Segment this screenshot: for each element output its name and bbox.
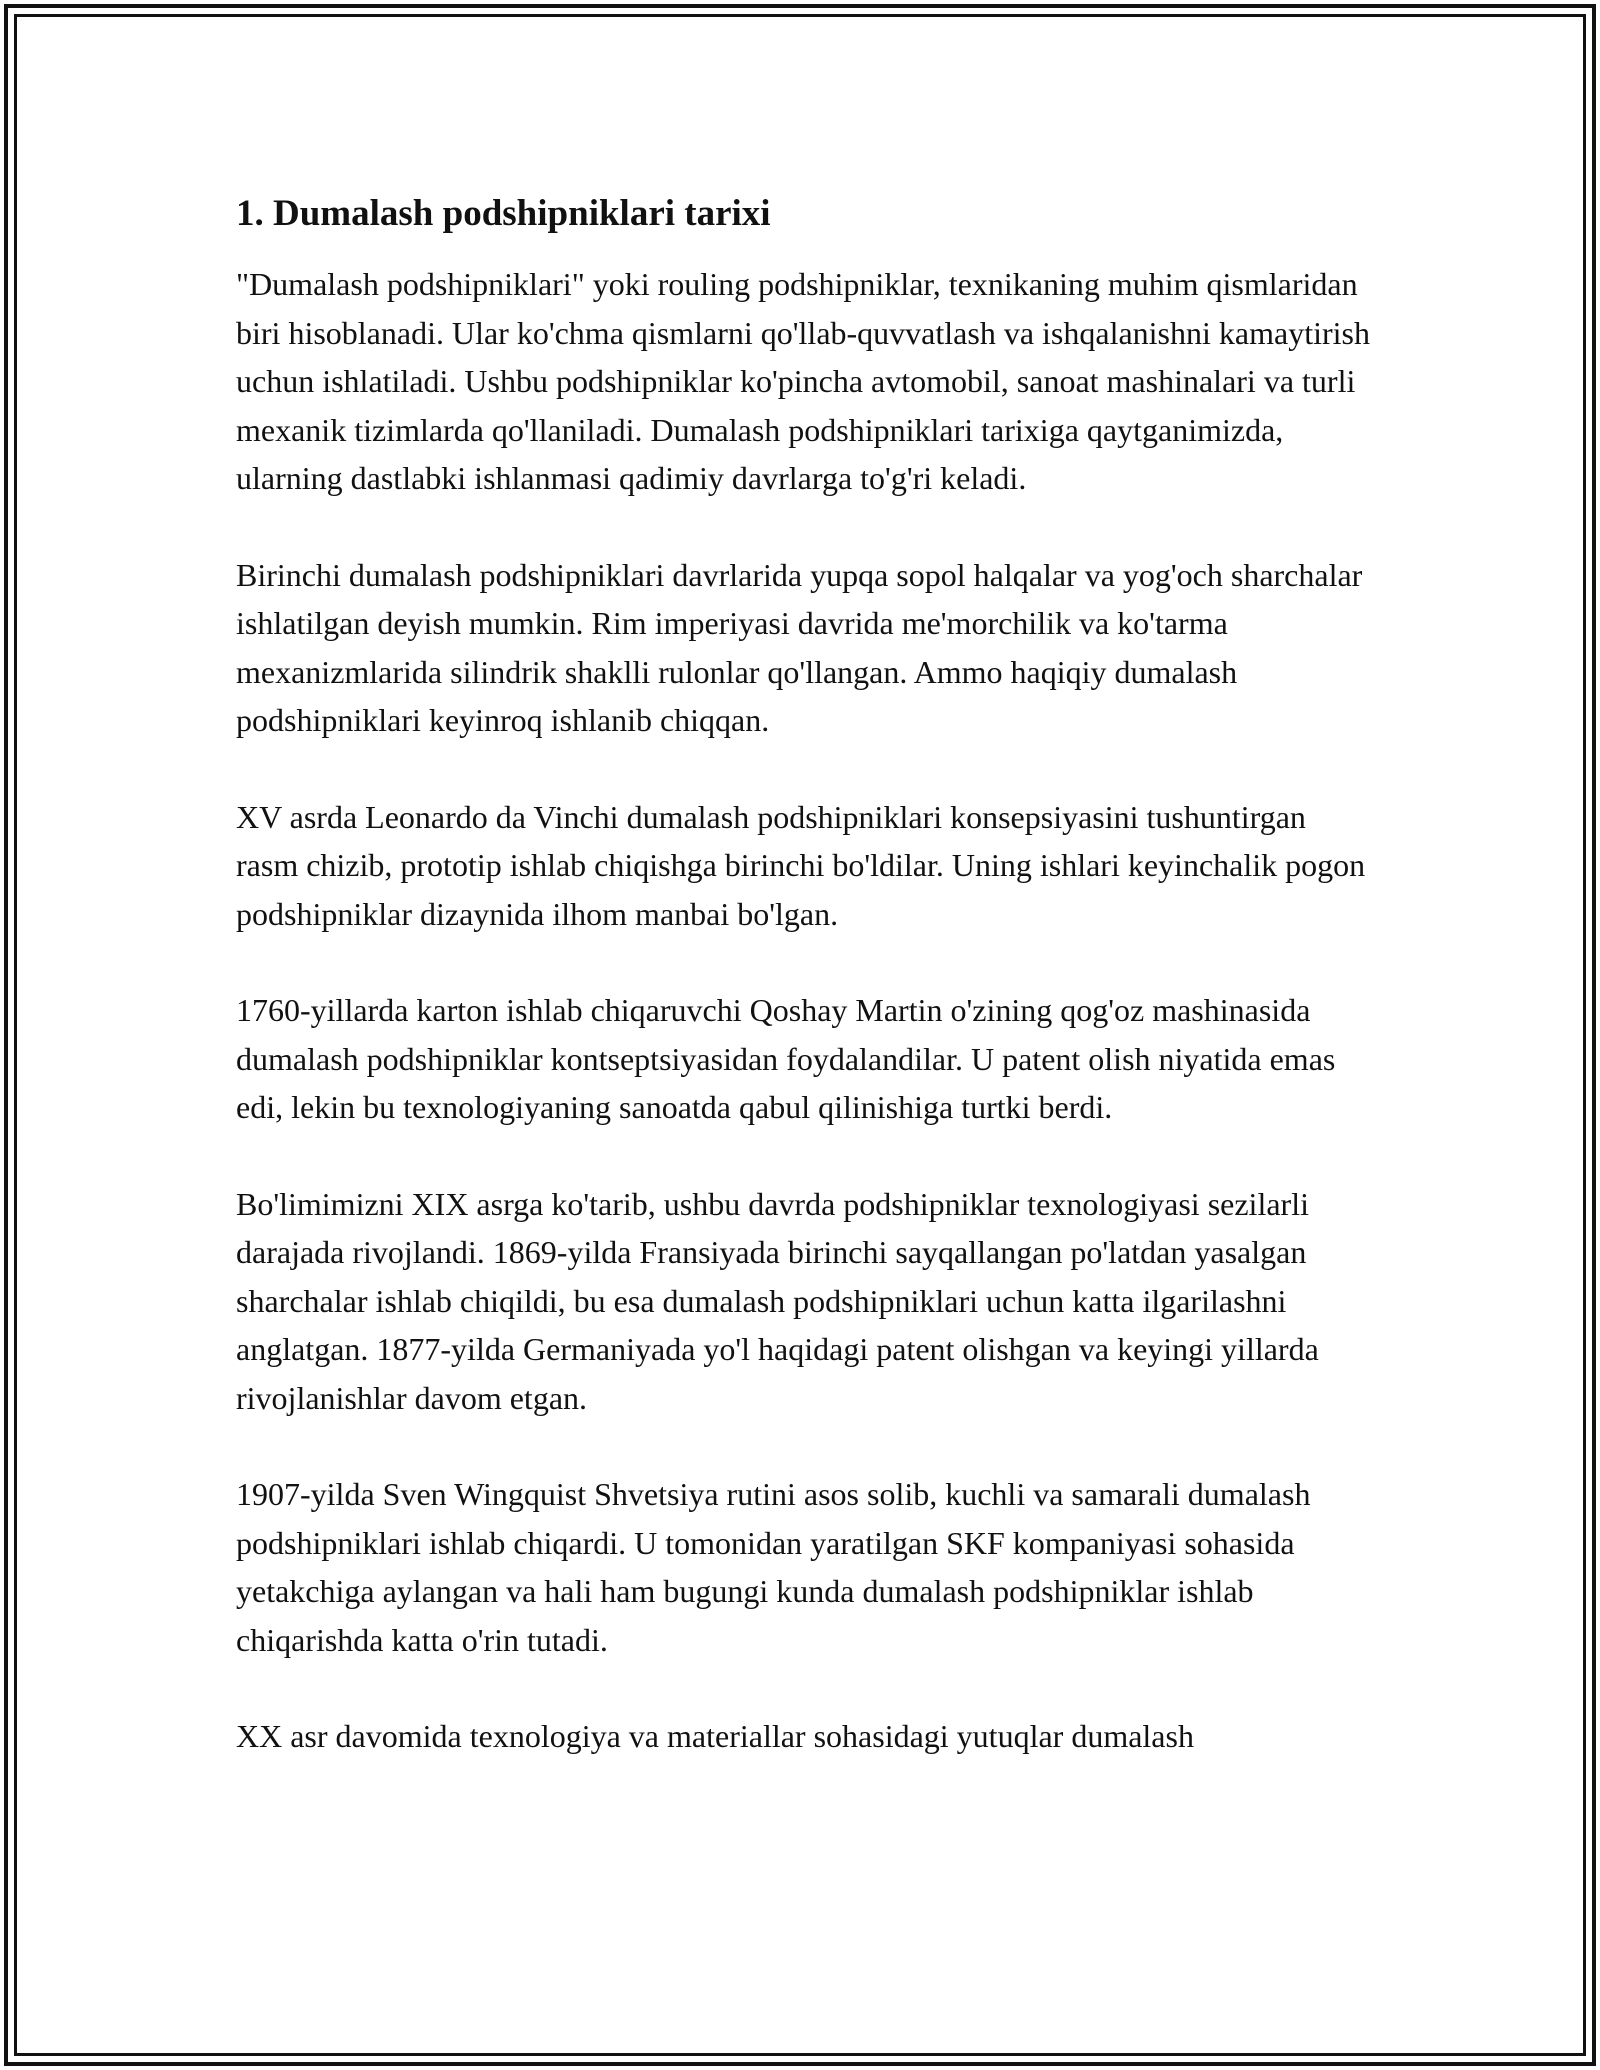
paragraph-6: 1907-yilda Sven Wingquist Shvetsiya rutini asos solib, kuchli va samarali dumalash podshipniklari ishlab chiqardi. U tomonidan yaratilgan SKF kompaniyasi sohasida yetakchiga aylangan va hali ham bugungi kunda dumalash podshipniklar ishlab chiqarishda katta o'rin tutadi. [236,1476,1311,1658]
paragraph-5: Bo'limimizni XIX asrga ko'tarib, ushbu davrda podshipniklar texnologiyasi sezilarli darajada rivojlandi. 1869-yilda Fransiyada birinchi sayqallangan po'latdan yasalgan sharchalar ishlab chiqildi, bu esa dumalash podshipniklari uchun katta ilgarilashni anglatgan. 1877-yilda Germaniyada yo'l haqidagi patent olishgan va keyingi yillarda rivojlanishlar davom etgan. [236,1185,1319,1416]
paragraph-7: XX asr davomida texnologiya va materiallar sohasidagi yutuqlar dumalash [236,1718,1194,1754]
section-heading: 1. Dumalash podshipniklari tarixi [236,193,771,234]
paragraph-1: "Dumalash podshipniklari" yoki rouling podshipniklar, texnikaning muhim qismlaridan biri hisoblanadi. Ular ko'chma qismlarni qo'llab-quvvatlash va ishqalanishni kamaytirish uchun ishlatiladi. Ushbu podshipniklar ko'pincha avtomobil, sanoat mashinalari va turli mexanik tizimlarda qo'llaniladi. Dumalash podshipniklari tarixiga qaytganimizda, ularning dastlabki ishlanmasi qadimiy davrlarga to'g'ri keladi. [236,266,1370,496]
paragraph-4: 1760-yillarda karton ishlab chiqaruvchi Qoshay Martin o'zining qog'oz mashinasida dumalash podshipniklar kontseptsiyasidan foydalandilar. U patent olish niyatida emas edi, lekin bu texnologiyaning sanoatda qabul qilinishiga turtki berdi. [236,992,1336,1125]
paragraph-3: XV asrda Leonardo da Vinchi dumalash podshipniklari konsepsiyasini tushuntirgan rasm chizib, prototip ishlab chiqishga birinchi bo'ldilar. Uning ishlari keyinchalik pogon podshipniklar dizaynida ilhom manbai bo'lgan. [236,798,1366,932]
paragraph-2: Birinchi dumalash podshipniklari davrlarida yupqa sopol halqalar va yog'och sharchalar ishlatilgan deyish mumkin. Rim imperiyasi davrida me'morchilik va ko'tarma mexanizmlarida silindrik shaklli rulonlar qo'llangan. Ammo haqiqiy dumalash podshipniklari keyinroq ishlanib chiqqan. [236,556,1363,738]
document-body [236,186,1376,1809]
